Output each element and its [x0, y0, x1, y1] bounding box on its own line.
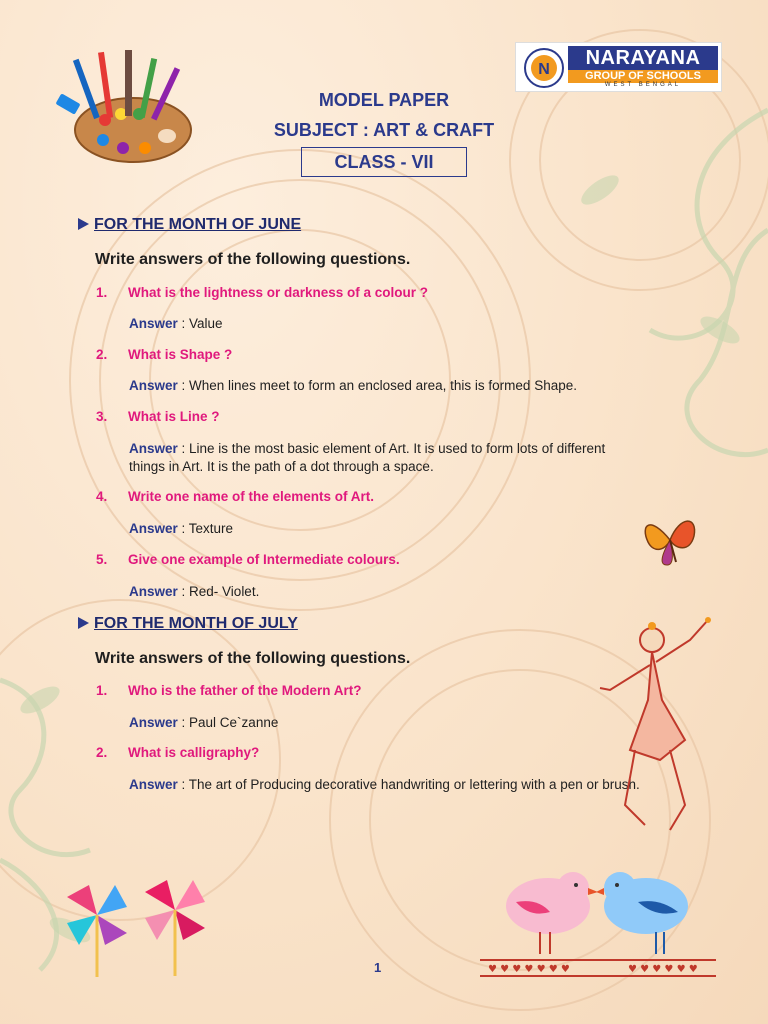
answer-july-1: Answer : Paul Ce`zanne — [129, 715, 279, 730]
section-heading-june: FOR THE MONTH OF JUNE — [78, 216, 301, 234]
logo-subtitle: GROUP OF SCHOOLS — [568, 70, 718, 83]
answer-june-3: Answer : Line is the most basic element of Art. It is used to form lots of different things in Art. It is the path of a dot through a space. — [129, 441, 606, 474]
question-june-5: 5. Give one example of Intermediate colours. — [96, 552, 400, 567]
narayana-emblem-icon — [522, 47, 566, 89]
butterfly-icon — [640, 510, 700, 570]
answer-june-4: Answer : Texture — [129, 521, 234, 536]
instruction-july: Write answers of the following questions. — [95, 650, 411, 667]
page-number: 1 — [374, 960, 382, 975]
answer-june-5: Answer : Red- Violet. — [129, 584, 260, 599]
question-june-2: 2. What is Shape ? — [96, 347, 233, 362]
section-arrow-icon — [78, 218, 89, 230]
birds-illustration — [478, 868, 718, 980]
question-june-1: 1. What is the lightness or darkness of a colour ? — [96, 285, 429, 300]
logo-name: NARAYANA — [568, 46, 718, 70]
section-arrow-icon — [78, 617, 89, 629]
question-july-1: 1. Who is the father of the Modern Art? — [96, 683, 362, 698]
subject-title: SUBJECT : ART & CRAFT — [273, 120, 495, 140]
paper-title: MODEL PAPER — [318, 90, 450, 110]
school-logo — [515, 42, 722, 92]
answer-june-1: Answer : Value — [129, 316, 223, 331]
section-heading-july: FOR THE MONTH OF JULY — [78, 615, 298, 633]
dancer-illustration — [590, 610, 720, 840]
svg-text:N: N — [538, 61, 550, 78]
svg-text:♥ ♥ ♥ ♥ ♥ ♥: ♥ ♥ ♥ ♥ ♥ ♥ — [628, 964, 698, 975]
question-july-2: 2. What is calligraphy? — [96, 745, 260, 760]
question-june-3: 3. What is Line ? — [96, 409, 220, 424]
svg-text:♥ ♥ ♥ ♥ ♥ ♥ ♥: ♥ ♥ ♥ ♥ ♥ ♥ ♥ — [488, 964, 570, 975]
answer-july-2: Answer : The art of Producing decorative handwriting or lettering with a pen or brush. — [129, 777, 640, 792]
logo-region: WEST BENGAL — [604, 82, 682, 88]
question-june-4: 4. Write one name of the elements of Art. — [96, 489, 375, 504]
instruction-june: Write answers of the following questions. — [95, 251, 411, 268]
answer-june-2: Answer : When lines meet to form an enclosed area, this is formed Shape. — [129, 378, 577, 393]
class-label: CLASS - VII — [301, 147, 467, 177]
pinwheel-icon — [55, 870, 220, 980]
